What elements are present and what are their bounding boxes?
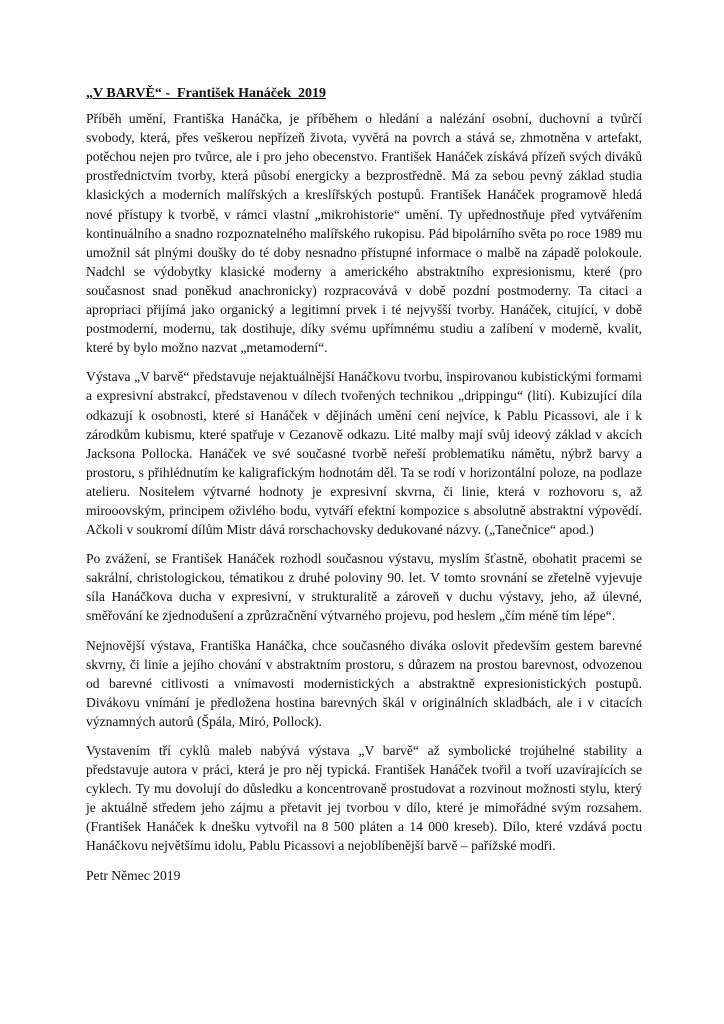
document-page — [86, 84, 642, 885]
paragraph-5: Vystavením tří cyklů maleb nabývá výstava „V barvě“ až symbolické trojúhelné stability a představuje autora v práci, která je pro něj typická. František Hanáček tvořil a tvoří uzavírajících se cyklech. Ty mu dovolují do důsledku a koncentrovaně prostudovat a rozvinout možnosti stylu, který je aktuálně středem jeho zájmu a přetavit jej tvorbou v dílo, které je mimořádné svým rozsahem. (František Hanáček k dnešku vytvořil na 8 500 pláten a 14 000 kreseb). Dílo, které vzdává poctu Hanáčkovu největšímu idolu, Pablu Picassovi a nejoblíbenější barvě – pařížské modři. — [86, 743, 642, 854]
paragraph-2: Výstava „V barvě“ představuje nejaktuálnější Hanáčkovu tvorbu, inspirovanou kubistickými formami a expresivní abstrakcí, představenou v dílech tvořených technikou „drippingu“ (lití). Kubizující díla odkazují k osobnosti, které si Hanáček v dějinách umění cení nejvíce, k Pablu Picassovi, ale i k zárodkům kubismu, které spatřuje v Cezanově odkazu. Lité malby mají svůj ideový základ v akcích Jacksona Pollocka. Hanáček ve své současné tvorbě neřeší problematiku námětu, nýbrž barvy a prostoru, s přihlédnutím ke kaligrafickým hodnotám děl. Ta se rodí v horizontální poloze, na podlaze atelieru. Nositelem výtvarné hodnoty je expresivní skvrna, či linie, která v rozhovoru s, až mirooovským, principem oživlého bodu, vytváří efektní kompozice s absolutně abstraktní výpovědí. Ačkoli v soukromí dílům Mistr dává rorschachovsky dedukované názvy. („Tanečnice“ apod.) — [86, 369, 642, 538]
document-title: „V BARVĚ“ - František Hanáček 2019 — [86, 86, 326, 101]
author-signature: Petr Němec 2019 — [86, 867, 181, 883]
paragraph-4: Nejnovější výstava, Františka Hanáčka, chce současného diváka oslovit především gestem barevné skvrny, či linie a jejího chování v abstraktním prostoru, s důrazem na prostou barevnost, odvozenou od barevné citlivosti a vnímavosti modernistických a abstraktně expresionistických postupů. Divákovu vnímání je předložena hostina barevných škál v originálních skladbách, ale i v citacích významných autorů (Špála, Miró, Pollock). — [86, 637, 642, 729]
paragraph-3: Po zvážení, se František Hanáček rozhodl současnou výstavu, myslím šťastně, obohatit pracemi se sakrální, christologickou, tématikou z druhé poloviny 90. let. V tomto srovnání se zřetelně vyjevuje síla Hanáčkova ducha v expresivní, v strukturalitě a zároveň v duchu výstavy, jeho, až úlevné, směřování ke zjednodušení a zprůzračnění výtvarného projevu, pod heslem „čím méně tím lépe“. — [86, 551, 642, 624]
paragraph-1: Příběh umění, Františka Hanáčka, je příběhem o hledání a nalézání osobní, duchovní a tvůrčí svobody, která, přes veškerou nepřízeň života, vyvěrá na povrch a stává se, zhmotněna v artefakt, potěchou nejen pro tvůrce, ale i pro jeho obecenstvo. František Hanáček získává přízeň svých diváků prostřednictvím tvorby, která působí energicky a bezprostředně. Má za sebou pevný základ studia klasických a moderních malířských a kreslířských postupů. František Hanáček programově hledá nové přístupy k tvorbě, v rámci vlastní „mikrohistorie“ umění. Ty upřednostňuje před vytvářením kontinuálního a snadno rozpoznatelného malířského rukopisu. Pád bipolárního světa po roce 1989 mu umožnil sát plnými doušky do té doby nesnadno přístupné informace o malbě na západě polokoule. Nadchl se výdobytky klasické moderny a amerického abstraktního expresionismu, které (pro současnost snad poněkud anachronicky) rozpracovává v době pozdní postmoderny. Ta citaci a apropriaci přijímá jako organický a legitimní prvek i té nejvyšší tvorby. Hanáček, citující, v době postmoderní, modernu, tak dostihuje, díky svému upřímnému studiu a zalíbení v moderně, kvalit, které by bylo možno nazvat „metamoderní“. — [86, 111, 642, 356]
